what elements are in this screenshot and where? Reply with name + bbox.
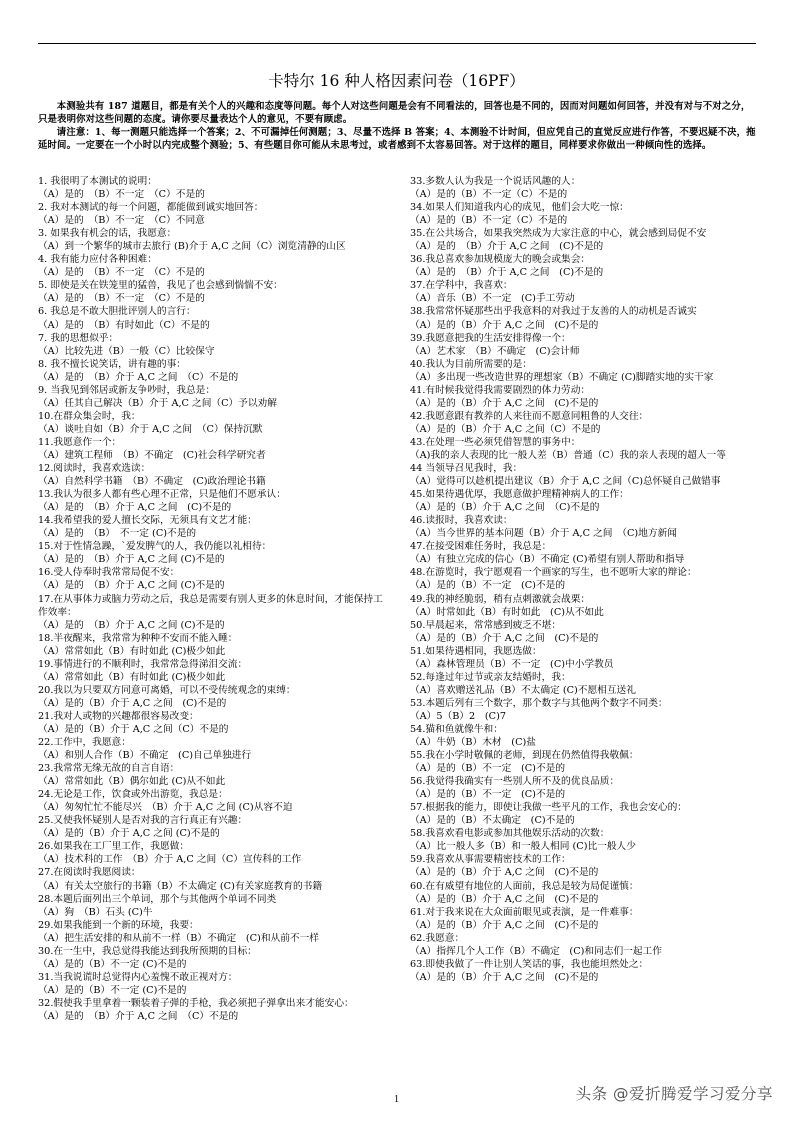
question-item <box>38 736 384 762</box>
answer-options: （A）到一个繁华的城市去旅行 (B)介于 A,C 之间（C）浏览清静的山区 <box>38 241 346 253</box>
question-item <box>410 906 756 932</box>
answer-options: （A）自然科学书籍 （B）不确定 (C)政治理论书籍 <box>38 476 266 488</box>
question-text: 13.我认为很多人都有些心理不正常，只是他们不愿承认： <box>38 489 286 501</box>
answer-options: （A）是的（B）介于 A,C 之间 (C)不是的 <box>38 697 227 709</box>
question-text: 31.当我说谎时总觉得内心羞愧不敢正视对方： <box>38 971 238 983</box>
question-item <box>410 593 756 619</box>
answer-options: （A）喜欢赠送礼品（B）不太确定 (C)不愿相互送礼 <box>410 684 636 696</box>
question-text: 46.读报时，我喜欢读： <box>410 515 513 527</box>
question-item <box>38 632 384 658</box>
question-text: 61.对于我来说在大众面前眼见或表演，是一件难事： <box>410 906 639 918</box>
question-text: 60.在有威望有地位的人面前，我总是较为局促谨慎： <box>410 880 639 892</box>
instructions-paragraph: 本测验共有 187 道题目，都是有关个人的兴趣和态度等问题。每个人对这些问题是会有不同看法的，回答也是不同的，因而对问题如何回答，并没有对与不对之分，只是表明你对这些问题的态度。请你要尽量表达个人的意见，不要有顾虑。 <box>38 101 751 125</box>
question-item <box>410 175 756 201</box>
answer-options: （A）和别人合作（B）不确定 (C)自己单独进行 <box>38 750 252 762</box>
question-item <box>38 593 384 632</box>
answer-options: （A）是的（B）介于 A,C 之间（C）不是的 <box>38 723 229 735</box>
answer-options: （A）是的 （B） 不一定 (C)不是的 <box>38 528 197 540</box>
question-text: 23.我常常无缘无故的自言自语： <box>38 763 180 775</box>
question-text: 7. 我的思想似乎： <box>38 332 119 344</box>
question-item <box>410 958 756 984</box>
answer-options: （A）是的（B）介于 A,C 之间 (C)不是的 <box>410 893 599 905</box>
answer-options: （A）有独立完成的信心（B）不确定 (C)希望有别人帮助和指导 <box>410 554 685 566</box>
question-text: 26.如果我在工厂里工作，我愿做： <box>38 841 190 853</box>
answer-options: （A）是的（B）介于 A,C 之间 (C)不是的 <box>410 632 599 644</box>
question-item <box>410 332 756 358</box>
question-item <box>38 253 384 279</box>
instructions-paragraph: 请注意：1、每一测题只能选择一个答案；2、不可漏掉任何测题；3、尽量不选择 B 答案；4、本测验不计时间，但应凭自己的直觉反应进行作答，不要迟疑不决，拖延时间。一定要在一个小时以内完成整个测验；5、有些题目你可能从未思考过，或者感到不太容易回答。对于这样的题目，同样要求你做出一种倾向性的选择。 <box>38 127 756 151</box>
question-item <box>410 853 756 879</box>
answer-options: （A）5（B）2 (C)7 <box>410 710 507 722</box>
question-text: 48.在游览时，我宁愿观看一个画家的写生，也不愿听大家的辩论： <box>410 567 697 579</box>
question-item <box>38 514 384 540</box>
question-item <box>38 462 384 488</box>
question-text: 6. 我总是不敢大胆批评别人的言行： <box>38 306 196 318</box>
answer-options: （A）是的 （B）介于 A,C 之间 （C）不是的 <box>38 371 239 383</box>
question-text: 62.我愿意： <box>410 932 465 944</box>
question-item <box>38 814 384 840</box>
question-item <box>38 358 384 384</box>
question-text: 10.在群众集会时，我： <box>38 410 141 422</box>
answer-options: （A）是的（B）介于 A,C 之间 (C)不是的 <box>410 319 599 331</box>
answer-options: （A）是的（B）不一定 (C)不是的 <box>38 958 187 970</box>
question-item <box>38 788 384 814</box>
question-item <box>410 201 756 227</box>
question-item <box>38 540 384 566</box>
question-text: 19.事情进行的不顺利时，我常常急得涕泪交流： <box>38 658 248 670</box>
question-text: 28.本题后面列出三个单词，那个与其他两个单词不同类 <box>38 893 277 905</box>
answer-options: （A）是的（B）介于 A,C 之间 (C)不是的 <box>410 971 599 983</box>
answer-options: （A）是的 （B）不一定 （C）不是的 <box>38 189 205 201</box>
question-text: 52.每逢过年过节或亲友结婚时，我： <box>410 671 571 683</box>
answer-options: （A）常常如此（B）有时如此 (C)极少如此 <box>38 645 226 657</box>
question-text: 20.我以为只要双方同意可离婚，可以不受传统观念的束缚： <box>38 684 296 696</box>
answer-options: （A）指挥几个人工作（B）不确定 (C)和同志们一起工作 <box>410 945 662 957</box>
answer-options: （A）牛奶（B）木材 (C)盐 <box>410 737 536 749</box>
question-item <box>410 619 756 645</box>
question-column-left <box>38 175 384 1023</box>
answer-options: （A）是的（B）不一定 (C)不是的 <box>38 984 187 996</box>
question-text: 21.我对人或物的兴趣都很容易改变： <box>38 710 199 722</box>
question-item <box>38 201 384 227</box>
document-title: 卡特尔 16 种人格因素问卷（16PF） <box>268 72 525 90</box>
question-text: 24.无论是工作，饮食或外出游览，我总是： <box>38 789 228 801</box>
question-text: 63.即使我做了一件让别人笑话的事，我也能坦然处之： <box>410 958 649 970</box>
question-item <box>410 358 756 384</box>
question-item <box>38 332 384 358</box>
question-text: 58.我喜欢看电影或参加其他娱乐活动的次数： <box>410 828 610 840</box>
question-text: 37.在学科中，我喜欢： <box>410 280 513 292</box>
answer-options: （A）音乐（B）不一定 (C)手工劳动 <box>410 293 575 305</box>
answer-options: （A）是的 （B）不一定 （C）不是的 <box>38 267 205 279</box>
question-text: 4. 我有能力应付各种困难： <box>38 254 157 266</box>
question-item <box>38 305 384 331</box>
answer-options: （A)我的亲人表现的比一般人差（B）普通（C）我的亲人表现的超人一等 <box>410 449 726 461</box>
answer-options: （A）有关太空旅行的书籍（B）不太确定 (C)有关家庭教育的书籍 <box>38 880 323 892</box>
question-item <box>38 410 384 436</box>
question-text: 30.在一生中，我总觉得我能达到我所预期的目标： <box>38 945 257 957</box>
question-item <box>38 488 384 514</box>
question-text: 36.我总喜欢参加规模庞大的晚会或集会： <box>410 254 591 266</box>
question-text: 41.有时候我觉得我需要剧烈的体力劳动： <box>410 384 591 396</box>
answer-options: （A）多出现一些改造世界的理想家（B）不确定 (C)脚踏实地的实干家 <box>410 371 714 383</box>
answer-options: （A）任其自己解决（B）介于 A,C 之间（C）予以劝解 <box>38 397 277 409</box>
question-text: 17.在从事体力或脑力劳动之后，我总是需要有别人更多的休息时间，才能保持工作效率： <box>38 593 383 618</box>
answer-options: （A）是的（B）不一定（C）不是的 <box>410 189 568 201</box>
question-item <box>410 410 756 436</box>
question-text: 55.我在小学时敬佩的老师，到现在仍然值得我敬佩： <box>410 750 639 762</box>
answer-options: （A）是的（B）不一定 (C)不是的 <box>410 789 566 801</box>
question-text: 39.我愿意把我的生活安排得像一个： <box>410 332 571 344</box>
answer-options: （A）建筑工程师 （B）不确定 (C)社会科学研究者 <box>38 449 266 461</box>
question-text: 47.在接受困难任务时，我总是： <box>410 541 552 553</box>
question-item <box>38 866 384 892</box>
answer-options: （A）常常如此（B）偶尔如此 (C)从不如此 <box>38 776 226 788</box>
answer-options: （A）是的（B）不一定（C）不是的 <box>410 215 568 227</box>
question-text: 44 当领导召见我时，我： <box>410 463 523 475</box>
question-item <box>410 827 756 853</box>
question-item <box>410 540 756 566</box>
answer-options: （A）是的 （B）介于 A,C 之间 (C)不是的 <box>410 267 604 279</box>
question-item <box>410 227 756 253</box>
answer-options: （A）是的 （B）介于 A,C 之间 (C)不是的 <box>38 580 225 592</box>
answer-options: （A）是的 （B）介于 A,C 之间 (C)不是的 <box>38 502 232 514</box>
question-text: 57.根据我的能力，即使让我做一些平凡的工作，我也会安心的： <box>410 802 687 814</box>
question-item <box>38 566 384 592</box>
question-item <box>38 384 384 410</box>
answer-options: （A）常常如此（B）有时如此 (C)极少如此 <box>38 671 226 683</box>
watermark: 头条 @爱折腾爱学习爱分享 <box>575 1085 773 1103</box>
answer-options: （A）是的 （B）不一定 （C）不是的 <box>38 293 205 305</box>
question-text: 50.早晨起来，常常感到疲乏不堪： <box>410 619 562 631</box>
question-item <box>38 762 384 788</box>
answer-options: （A）比较先进（B）一般（C）比较保守 <box>38 345 215 357</box>
answer-options: （A）森林管理员（B）不一定 (C)中小学教员 <box>410 658 614 670</box>
question-text: 51.如果待遇相同，我愿选做： <box>410 645 542 657</box>
question-text: 42.我愿意跟有教养的人来往而不愿意同粗鲁的人交往： <box>410 410 649 422</box>
question-item <box>410 253 756 279</box>
answer-options: （A）时常如此（B）有时如此 (C)从不如此 <box>410 606 604 618</box>
question-text: 38.我常常怀疑那些出乎我意料的对我过于友善的人的动机是否诚实 <box>410 306 697 318</box>
question-item <box>38 710 384 736</box>
answer-options: （A）是的（B）不一定 (C)不是的 <box>410 580 566 592</box>
question-item <box>410 305 756 331</box>
question-item <box>38 945 384 971</box>
question-item <box>38 436 384 462</box>
question-item <box>38 840 384 866</box>
answer-options: （A）艺术家 （B）不确定 (C)会计师 <box>410 345 580 357</box>
answer-options: （A）是的 （B）介于 A,C 之间 (C)不是的 <box>38 619 225 631</box>
question-item <box>38 997 384 1023</box>
question-item <box>410 514 756 540</box>
question-text: 49.我的神经脆弱，稍有点刺激就会战栗： <box>410 593 591 605</box>
question-item <box>410 384 756 410</box>
answer-options: （A）技术科的工作 （B）介于 A,C 之间（C）宣传科的工作 <box>38 854 302 866</box>
answer-options: （A）是的（B）不一定 (C)不是的 <box>410 763 566 775</box>
question-text: 53.本题后列有三个数字，那个数字与其他两个数字不同类： <box>410 697 668 709</box>
question-text: 22.工作中，我愿意： <box>38 737 131 749</box>
answer-options: （A）当今世界的基本问题（B）介于 A,C 之间 （C)地方新闻 <box>410 528 677 540</box>
answer-options: （A）觉得可以趁机提出建议（B）介于 A,C 之间（C)总怀疑自己做错事 <box>410 476 721 488</box>
question-text: 8. 我不擅长说笑话，讲有趣的事： <box>38 358 186 370</box>
question-text: 56.我觉得我确实有一些别人所不及的优良品质： <box>410 776 620 788</box>
question-text: 54.猫和鱼就像牛和： <box>410 723 503 735</box>
question-text: 11.我愿意作一个： <box>38 436 122 448</box>
answer-options: （A）是的（B）介于 A,C 之间 （C)不是的 <box>410 502 600 514</box>
answer-options: （A）狗 （B）石头 (C)牛 <box>38 906 153 918</box>
question-column-right <box>410 175 756 984</box>
header-rule <box>38 43 756 44</box>
question-text: 33.多数人认为我是一个说话风趣的人： <box>410 176 581 187</box>
question-item <box>410 462 756 488</box>
question-item <box>410 880 756 906</box>
answer-options: （A）是的 （B）介于 A,C 之间 (C)不是的 <box>410 241 604 253</box>
question-item <box>410 645 756 671</box>
question-text: 45.如果待遇优厚，我愿意做护理精神病人的工作： <box>410 489 629 501</box>
question-item <box>410 671 756 697</box>
question-item <box>410 801 756 827</box>
question-item <box>38 971 384 997</box>
question-item <box>410 932 756 958</box>
question-item <box>410 566 756 592</box>
question-text: 34.如果人们知道我内心的成见，他们会大吃一惊： <box>410 202 629 214</box>
answer-options: （A）是的（B）介于 A,C 之间 (C)不是的 <box>410 919 599 931</box>
question-text: 40.我认为目前所需要的是： <box>410 358 532 370</box>
question-text: 43.在处理一些必须凭借智慧的事务中： <box>410 436 581 448</box>
page-number: 1 <box>394 1094 399 1105</box>
question-item <box>38 893 384 919</box>
question-item <box>410 749 756 775</box>
answer-options: （A）把生活安排的和从前不一样（B）不确定 (C)和从前不一样 <box>38 932 319 944</box>
instructions <box>38 100 756 152</box>
answer-options: （A）是的 （B）介于 A,C 之间 （C）不是的 <box>38 1011 239 1022</box>
question-text: 15.对于性情急躁，`爱发脾气的人，我仍能以礼相待： <box>38 541 272 553</box>
answer-options: （A）是的 （B）有时如此（C）不是的 <box>38 319 210 331</box>
answer-options: （A）是的（B）介于 A,C 之间 (C)不是的 <box>410 397 599 409</box>
question-item <box>38 279 384 305</box>
question-item <box>410 436 756 462</box>
answer-options: （A）谈吐自如（B）介于 A,C 之间 （C）保持沉默 <box>38 423 263 435</box>
question-text: 32.假使我手里拿着一颗装着子弹的手枪，我必须把子弹拿出来才能安心： <box>38 997 354 1009</box>
question-item <box>410 279 756 305</box>
question-item <box>410 723 756 749</box>
answer-options: （A）是的 （B）不一定 （C）不同意 <box>38 215 205 227</box>
question-item <box>38 227 384 253</box>
question-item <box>38 684 384 710</box>
question-item <box>410 488 756 514</box>
question-item <box>38 919 384 945</box>
question-item <box>38 658 384 684</box>
question-text: 27.在阅读时我愿阅读： <box>38 867 141 879</box>
question-item <box>38 175 384 201</box>
answer-options: （A）是的（B）介于 A,C 之间（C）不是的 <box>410 423 601 435</box>
question-text: 18.半夜醒来，我常常为种种不安而不能入睡： <box>38 632 238 644</box>
question-text: 5. 即使是关在铁笼里的猛兽，我见了也会感到惴惴不安： <box>38 280 283 292</box>
question-item <box>410 775 756 801</box>
answer-options: （A）是的（B）介于 A,C 之间 (C)不是的 <box>410 867 599 879</box>
question-text: 12.阅读时，我喜欢选读： <box>38 463 151 475</box>
question-text: 1. 我很明了本测试的说明： <box>38 176 157 187</box>
question-text: 29.如果我能到一个新的环境，我要： <box>38 919 199 931</box>
answer-options: （A）匆匆忙忙不能尽兴 （B）介于 A,C 之间 (C)从容不迫 <box>38 802 293 814</box>
answer-options: （A）比一般人多（B）和一般人相同 (C)比一般人少 <box>410 841 636 853</box>
question-text: 25.又使我怀疑别人是否对我的言行真正有兴趣： <box>38 815 248 827</box>
answer-options: （A）是的（B）介于 A,C 之间 (C)不是的 <box>38 828 220 840</box>
question-text: 2. 我对本测试的每一个问题，都能做到诚实地回答： <box>38 202 264 214</box>
question-text: 35.在公共场合，如果我突然成为大家注意的中心，就会感到局促不安 <box>410 228 707 240</box>
answer-options: （A）是的 （B）介于 A,C 之间 (C)不是的 <box>38 554 225 566</box>
question-text: 3. 如果我有机会的话，我愿意： <box>38 228 177 240</box>
question-text: 14.我希望我的爱人擅长交际，无须具有文艺才能： <box>38 515 257 527</box>
question-text: 16.受人侍奉时我常常局促不安： <box>38 567 180 579</box>
question-item <box>410 697 756 723</box>
answer-options: （A）是的（B）不太确定 (C)不是的 <box>410 815 575 827</box>
question-text: 59.我喜欢从事需要精密技术的工作： <box>410 854 571 866</box>
question-text: 9. 当我见到邻居或新友争吵时，我总是： <box>38 384 216 396</box>
